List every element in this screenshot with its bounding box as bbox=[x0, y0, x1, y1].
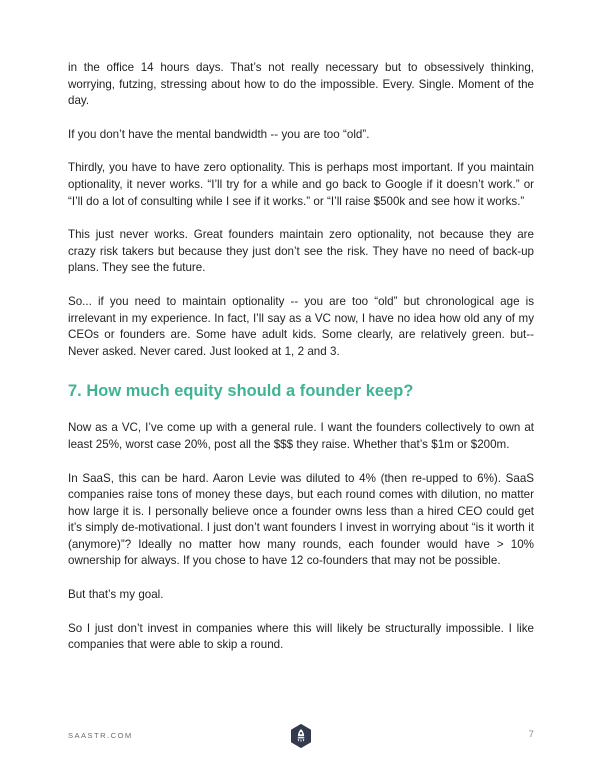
paragraph: So I just don’t invest in companies where this will likely be structurally impossible. I like companies that were able to skip a round. bbox=[68, 621, 534, 652]
paragraph: This just never works. Great founders maintain zero optionality, not because they are crazy risk takers but because they just don’t see the risk. They have no need of back-up plans. They see the future. bbox=[68, 228, 534, 275]
paragraph: If you don’t have the mental bandwidth -- you are too “old”. bbox=[68, 127, 370, 141]
paragraph: But that’s my goal. bbox=[68, 588, 164, 602]
page-footer bbox=[68, 728, 534, 748]
page-content bbox=[68, 60, 534, 654]
page-number: 7 bbox=[528, 729, 534, 740]
paragraph: Thirdly, you have to have zero optionality. This is perhaps most important. If you maintain optionality, it never works. “I’ll try for a while and go back to Google if it doesn’t work.” or “I’ll do a lot of consulting while I see if it works.” or “I’ll raise $500k and see how it works.” bbox=[68, 161, 534, 208]
section-heading: 7. How much equity should a founder keep? bbox=[68, 382, 414, 401]
section-heading-block bbox=[68, 381, 534, 401]
footer-brand-text: SAASTR.COM bbox=[68, 731, 133, 740]
paragraph: in the office 14 hours days. That’s not really necessary but to obsessively thinking, worrying, futzing, stressing about how to do the impossible. Every. Single. Moment of the day. bbox=[68, 61, 534, 108]
paragraph: In SaaS, this can be hard. Aaron Levie was diluted to 4% (then re-upped to 6%). SaaS companies raise tons of money these days, but each round comes with dilution, no matter how large it is. I personally believe once a founder owns less than a hired CEO could get it’s simply de-motivational. I just don’t want founders I invest in worrying about “is it worth it (anymore)”? Ideally no matter how many rounds, each founder would have > 10% ownership for always. If you chose to have 12 co-founders that may not be possible. bbox=[68, 471, 534, 568]
paragraph: So... if you need to maintain optionality -- you are too “old” but chronological age is irrelevant in my experience. In fact, I’ll say as a VC now, I have no idea how old any of my CEOs or founders are. Some have adult kids. Some clearly, are relatively green. but-- Never asked. Never cared. Just looked at 1, 2 and 3. bbox=[68, 294, 534, 358]
saastr-hexagon-rocket-icon bbox=[290, 724, 312, 748]
paragraph: Now as a VC, I’ve come up with a general rule. I want the founders collectively to own at least 25%, worst case 20%, post all the $$$ they raise. Whether that’s $1m or $200m. bbox=[68, 421, 534, 451]
